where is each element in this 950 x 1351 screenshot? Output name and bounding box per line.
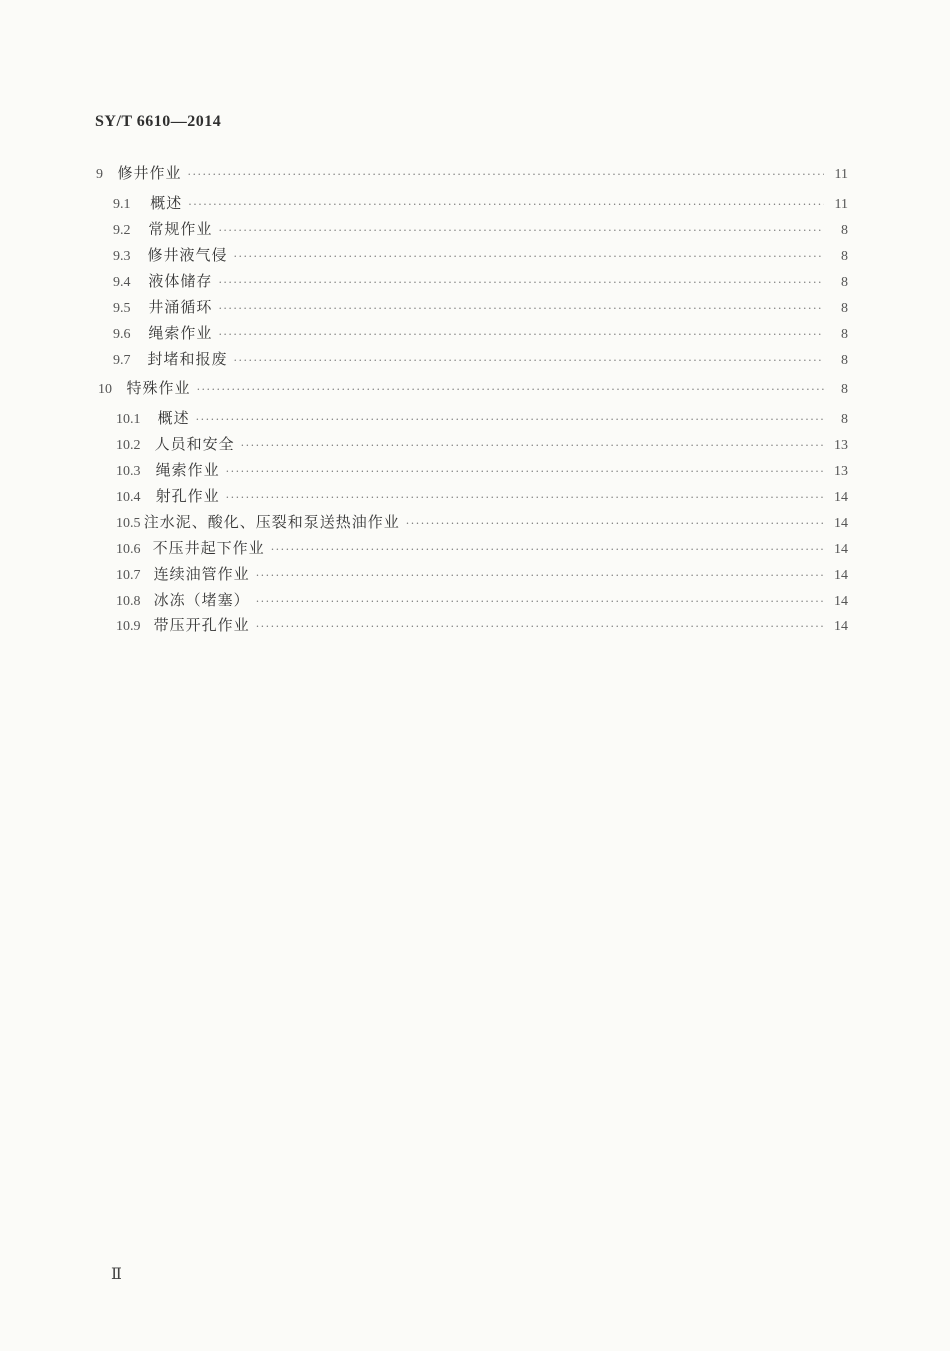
toc-entry-title: 常规作业 xyxy=(148,220,213,238)
toc-entry[interactable] xyxy=(98,377,848,399)
toc-entry-number: 9.6 xyxy=(113,327,131,342)
toc-entry-number: 10.8 xyxy=(116,594,141,609)
toc-entry-title: 液体储存 xyxy=(148,272,213,290)
toc-entry-number: 9 xyxy=(96,167,103,182)
toc-entry-number: 10.9 xyxy=(116,619,141,634)
toc-entry[interactable] xyxy=(96,162,848,184)
toc-entry-title: 不压井起下作业 xyxy=(152,539,265,557)
page-number: Ⅱ xyxy=(111,1266,122,1283)
toc-entry-title: 概述 xyxy=(157,409,190,427)
toc-dot-leader xyxy=(218,220,824,242)
toc-entry[interactable] xyxy=(116,407,848,429)
toc-entry[interactable] xyxy=(116,563,848,585)
toc-entry-title: 修井作业 xyxy=(117,164,182,182)
toc-entry-number: 10.7 xyxy=(116,568,141,583)
toc-entry-page: 14 xyxy=(834,568,848,583)
toc-dot-leader xyxy=(218,298,824,320)
toc-entry-title: 射孔作业 xyxy=(155,487,220,505)
toc-entry-page: 14 xyxy=(834,516,848,531)
toc-dot-leader xyxy=(218,272,824,294)
toc-entry-title: 绳索作业 xyxy=(148,324,213,342)
toc-dot-leader xyxy=(188,194,824,216)
toc-entry-number: 9.4 xyxy=(113,275,131,290)
toc-entry-number: 10.3 xyxy=(116,464,141,479)
toc-dot-leader xyxy=(197,379,824,401)
toc-entry-number: 10.2 xyxy=(116,438,141,453)
toc-dot-leader xyxy=(256,591,824,613)
toc-entry-page: 8 xyxy=(841,412,848,427)
toc-entry-page: 14 xyxy=(834,542,848,557)
toc-entry[interactable] xyxy=(113,322,848,344)
toc-entry-page: 13 xyxy=(834,438,848,453)
toc-entry[interactable] xyxy=(113,192,848,214)
toc-entry-page: 14 xyxy=(834,490,848,505)
toc-entry[interactable] xyxy=(116,511,848,533)
toc-entry-title: 井涌循环 xyxy=(148,298,213,316)
toc-entry[interactable] xyxy=(113,218,848,240)
toc-entry-title: 概述 xyxy=(150,194,183,212)
toc-entry-title: 带压开孔作业 xyxy=(153,616,250,634)
toc-entry-number: 10.4 xyxy=(116,490,141,505)
toc-entry-page: 8 xyxy=(841,275,848,290)
toc-entry-page: 8 xyxy=(841,301,848,316)
toc-entry-page: 8 xyxy=(841,353,848,368)
toc-dot-leader xyxy=(271,539,824,561)
toc-dot-leader xyxy=(406,513,824,535)
toc-entry[interactable] xyxy=(116,537,848,559)
toc-entry-page: 8 xyxy=(841,327,848,342)
toc-dot-leader xyxy=(234,246,824,268)
toc-entry-title: 人员和安全 xyxy=(154,435,235,453)
toc-entry-page: 14 xyxy=(834,619,848,634)
toc-dot-leader xyxy=(234,350,824,372)
toc-dot-leader xyxy=(256,565,824,587)
toc-entry-page: 8 xyxy=(841,249,848,264)
toc-entry-title: 连续油管作业 xyxy=(153,565,250,583)
toc-entry-number: 9.7 xyxy=(113,353,131,368)
toc-entry-title: 注水泥、酸化、压裂和泵送热油作业 xyxy=(143,513,400,531)
toc-entry[interactable] xyxy=(113,270,848,292)
toc-entry-page: 8 xyxy=(841,223,848,238)
toc-entry[interactable] xyxy=(116,614,848,636)
toc-dot-leader xyxy=(218,324,824,346)
toc-entry[interactable] xyxy=(116,433,848,455)
toc-dot-leader xyxy=(196,409,824,431)
toc-entry-title: 修井液气侵 xyxy=(147,246,228,264)
toc-entry-number: 10.1 xyxy=(116,412,141,427)
toc-dot-leader xyxy=(226,461,824,483)
toc-entry-number: 9.2 xyxy=(113,223,131,238)
toc-dot-leader xyxy=(256,616,824,638)
toc-entry-number: 9.5 xyxy=(113,301,131,316)
document-code: SY/T 6610—2014 xyxy=(95,113,222,130)
toc-entry-page: 11 xyxy=(834,167,848,182)
toc-entry-title: 封堵和报废 xyxy=(147,350,228,368)
toc-entry-page: 14 xyxy=(834,594,848,609)
toc-entry[interactable] xyxy=(113,244,848,266)
toc-dot-leader xyxy=(241,435,824,457)
toc-entry-page: 13 xyxy=(834,464,848,479)
toc-entry-number: 9.3 xyxy=(113,249,131,264)
toc-entry[interactable] xyxy=(116,459,848,481)
toc-entry-page: 11 xyxy=(834,197,848,212)
toc-entry-title: 特殊作业 xyxy=(126,379,191,397)
toc-entry[interactable] xyxy=(116,589,848,611)
toc-entry-title: 冰冻（堵塞） xyxy=(153,591,250,609)
toc-dot-leader xyxy=(188,164,824,186)
toc-entry[interactable] xyxy=(113,296,848,318)
toc-entry-number: 10.5 xyxy=(116,516,141,531)
toc-entry-number: 10 xyxy=(98,382,112,397)
toc-entry-number: 10.6 xyxy=(116,542,141,557)
toc-entry-title: 绳索作业 xyxy=(155,461,220,479)
toc-dot-leader xyxy=(226,487,824,509)
toc-entry[interactable] xyxy=(113,348,848,370)
toc-entry[interactable] xyxy=(116,485,848,507)
toc-entry-page: 8 xyxy=(841,382,848,397)
toc-entry-number: 9.1 xyxy=(113,197,131,212)
